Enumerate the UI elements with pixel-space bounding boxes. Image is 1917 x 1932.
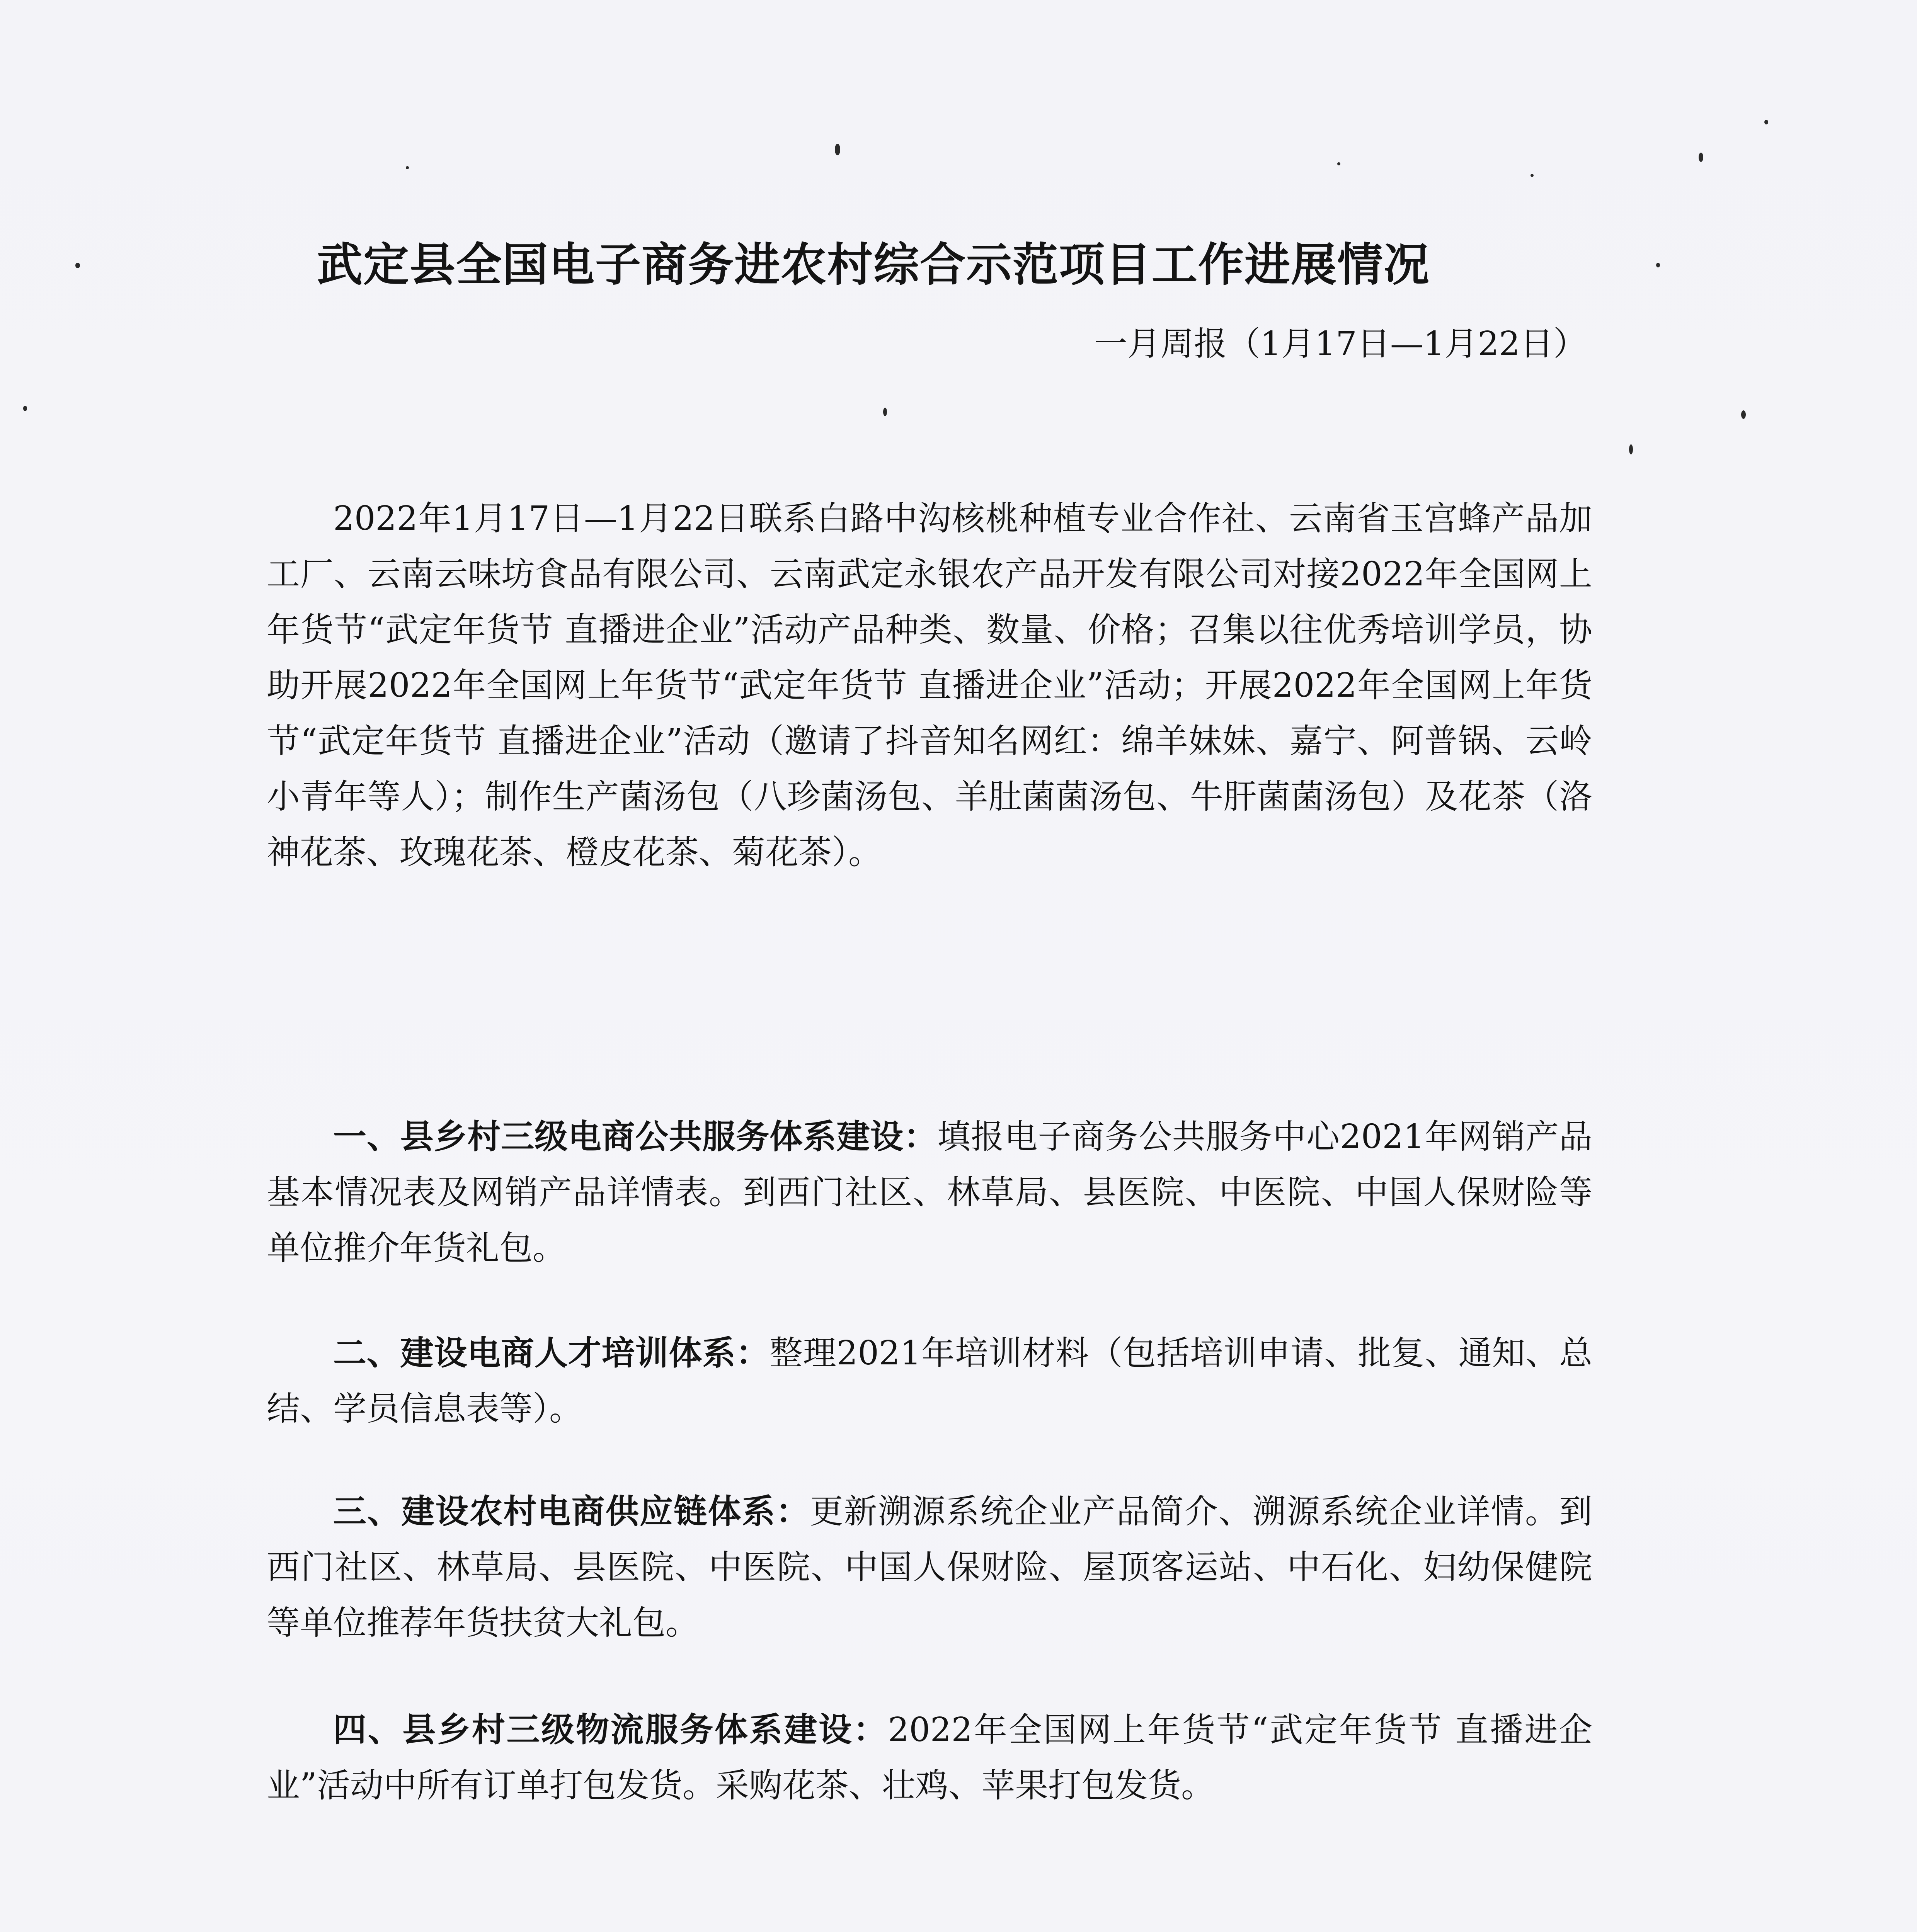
section-paragraph-2 xyxy=(267,1325,1592,1437)
document-subtitle: 一月周报（1月17日—1月22日） xyxy=(1094,325,1587,363)
document-title: 武定县全国电子商务进农村综合示范项目工作进展情况 xyxy=(317,238,1430,291)
scan-speck xyxy=(1337,162,1340,165)
section-heading: 一、县乡村三级电商公共服务体系建设： xyxy=(333,1117,937,1156)
scan-speck xyxy=(1699,153,1703,162)
scan-speck xyxy=(1629,444,1633,454)
section-paragraph-1 xyxy=(267,1109,1592,1276)
section-paragraph-4 xyxy=(267,1702,1592,1813)
scan-speck xyxy=(1741,410,1746,419)
section-text: 更新溯源系统企业产品简介、溯源系统企业详情。到西门社区、林草局、县医院、中医院、中国人保财险、屋顶客运站、中石化、妇幼保健院等单位推荐年货扶贫大礼包。 xyxy=(267,1492,1593,1642)
scan-speck xyxy=(406,166,409,169)
scan-speck xyxy=(1764,120,1768,124)
scan-speck xyxy=(23,406,27,411)
section-heading: 三、建设农村电商供应链体系： xyxy=(333,1492,810,1531)
section-heading: 四、县乡村三级物流服务体系建设： xyxy=(333,1711,888,1749)
scan-speck xyxy=(835,144,840,155)
scan-speck xyxy=(883,408,887,416)
intro-paragraph: 2022年1月17日—1月22日联系白路中沟核桃种植专业合作社、云南省玉宫蜂产品加工厂、云南云味坊食品有限公司、云南武定永银农产品开发有限公司对接2022年全国网上年货节“武定年货节 直播进企业”活动产品种类、数量、价格；召集以往优秀培训学员，协助开展2022年全国网上年货节“武定年货节 直播进企业”活动；开展2022年全国网上年货节“武定年货节 直播进企业”活动（邀请了抖音知名网红：绵羊妹妹、嘉宁、阿普锅、云岭小青年等人）；制作生产菌汤包（八珍菌汤包、羊肚菌菌汤包、牛肝菌菌汤包）及花茶（洛神花茶、玫瑰花茶、橙皮花茶、菊花茶）。 xyxy=(267,499,1592,872)
scan-speck xyxy=(75,263,80,268)
scan-speck xyxy=(1656,263,1660,267)
section-text: 2022年全国网上年货节“武定年货节 直播进企业”活动中所有订单打包发货。采购花茶、壮鸡、苹果打包发货。 xyxy=(267,1711,1593,1805)
scan-speck xyxy=(1531,174,1534,177)
section-heading: 二、建设电商人才培训体系： xyxy=(333,1334,770,1372)
section-text: 整理2021年培训材料（包括培训申请、批复、通知、总结、学员信息表等）。 xyxy=(267,1334,1592,1428)
section-text: 填报电子商务公共服务中心2021年网销产品基本情况表及网销产品详情表。到西门社区、林草局、县医院、中医院、中国人保财险等单位推介年货礼包。 xyxy=(267,1117,1592,1267)
section-paragraph-3 xyxy=(267,1484,1592,1651)
